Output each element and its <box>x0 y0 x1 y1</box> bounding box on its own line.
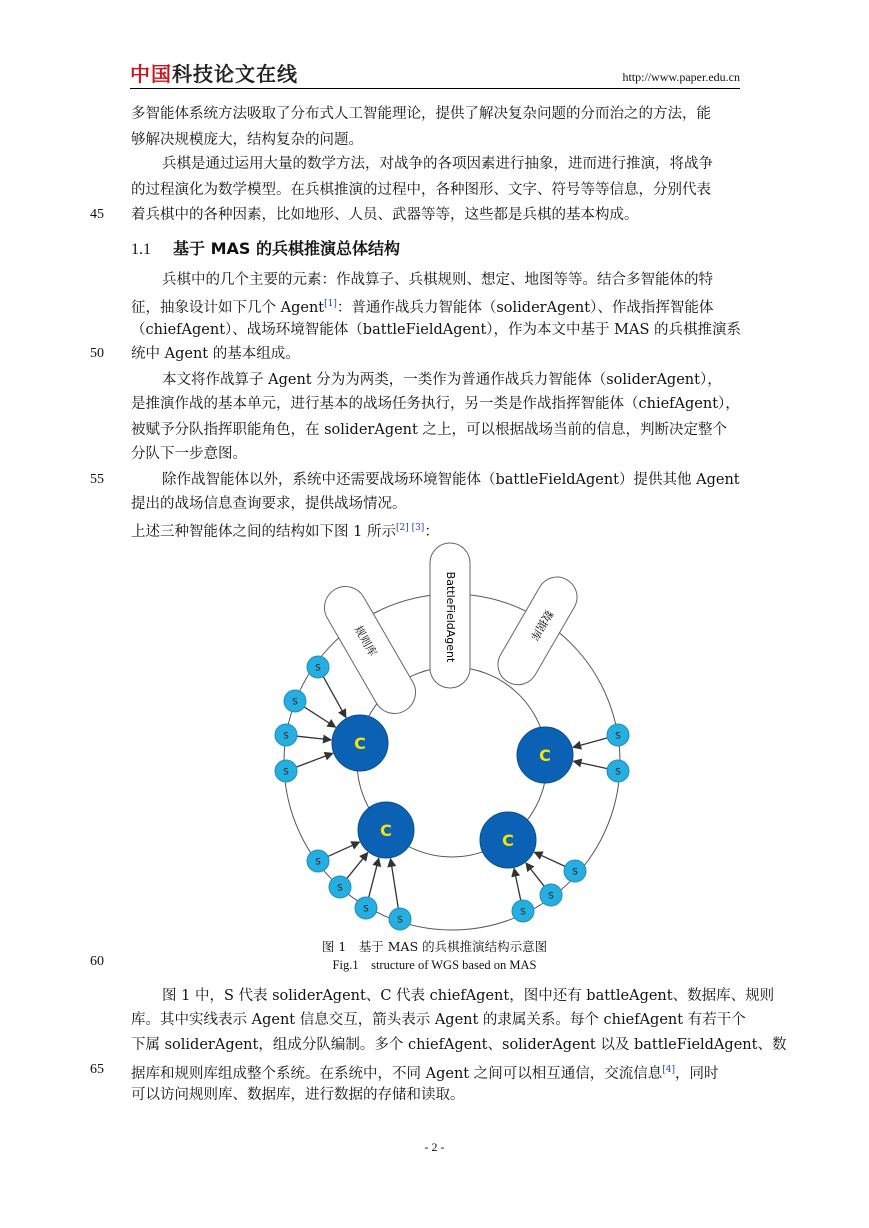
membership-arrow <box>328 842 360 856</box>
text-line: 够解决规模庞大，结构复杂的问题。 <box>131 132 363 148</box>
text-line: 兵棋中的几个主要的元素：作战算子、兵棋规则、想定、地图等等。结合多智能体的特 <box>162 272 713 288</box>
line-number: 50 <box>90 346 104 361</box>
solider-agent-label: S <box>292 697 298 708</box>
solider-agent-label: S <box>315 857 321 868</box>
text-line: 多智能体系统方法吸取了分布式人工智能理论，提供了解决复杂问题的分而治之的方法，能 <box>131 106 711 122</box>
membership-arrow <box>573 761 607 768</box>
solider-agent-node <box>355 897 377 919</box>
line-number: 55 <box>90 472 104 487</box>
solider-agent-node <box>329 876 351 898</box>
chief-agents <box>332 715 573 868</box>
chief-agent-label: C <box>354 734 366 753</box>
solider-agent-node <box>564 860 586 882</box>
line-number: 65 <box>90 1062 104 1077</box>
solider-agent-node <box>389 908 411 930</box>
solider-agent-label: S <box>337 883 343 894</box>
membership-arrow <box>391 859 399 908</box>
solider-agent-label: S <box>283 731 289 742</box>
solider-agent-label: S <box>363 904 369 915</box>
capsule-label: BattleFieldAgent <box>444 571 457 663</box>
chief-agent-node <box>332 715 388 771</box>
text-line: 可以访问规则库、数据库，进行数据的存储和读取。 <box>131 1087 465 1103</box>
text-line: 统中 Agent 的基本组成。 <box>131 346 300 362</box>
text-line: （chiefAgent）、战场环境智能体（battleFieldAgent），作为本文中基于 MAS 的兵棋推演系 <box>131 322 742 338</box>
figure-caption-en: Fig.1 structure of WGS based on MAS <box>332 958 537 972</box>
text-line: 征，抽象设计如下几个 Agent[1]：普通作战兵力智能体（soliderAgent）、作战指挥智能体 <box>131 299 714 316</box>
membership-arrow <box>304 707 335 727</box>
text-line: 除作战智能体以外，系统中还需要战场环境智能体（battleFieldAgent）提供其他 Agent <box>162 472 740 488</box>
chief-agent-label: C <box>539 746 551 765</box>
text-line: 兵棋是通过运用大量的数学方法，对战争的各项因素进行抽象，进而进行推演，将战争 <box>162 156 713 172</box>
solider-agent-node <box>275 760 297 782</box>
header-url[interactable]: http://www.paper.edu.cn <box>622 70 740 84</box>
text-line: 是推演作战的基本单元，进行基本的战场任务执行，另一类是作战指挥智能体（chiefAgent）， <box>131 396 740 412</box>
solider-agent-label: S <box>283 767 289 778</box>
solider-agent-node <box>307 850 329 872</box>
solider-agent-node <box>284 690 306 712</box>
capsule-label: 数据库 <box>527 607 556 643</box>
solider-agent-node <box>607 724 629 746</box>
database-capsule <box>491 570 585 692</box>
solider-agents <box>275 656 629 930</box>
capsule-label: 规则库 <box>351 623 380 659</box>
chief-agent-node <box>358 802 414 858</box>
journal-logo: 中国科技论文在线 <box>130 62 298 86</box>
chief-agent-label: C <box>380 821 392 840</box>
citation-link[interactable]: [4] <box>662 1065 675 1075</box>
text-line: 库。其中实线表示 Agent 信息交互，箭头表示 Agent 的隶属关系。每个 chiefAgent 有若干个 <box>131 1012 746 1028</box>
chief-agent-node <box>517 727 573 783</box>
solider-agent-label: S <box>572 867 578 878</box>
solider-agent-node <box>512 900 534 922</box>
page-number: - 2 - <box>424 1140 445 1154</box>
text-line: 图 1 中，S 代表 soliderAgent、C 代表 chiefAgent，图中还有 battleAgent、数据库、规则 <box>162 988 775 1004</box>
solider-agent-label: S <box>615 731 621 742</box>
line-number: 60 <box>90 954 104 969</box>
section-number: 1.1 <box>131 241 151 258</box>
text-line: 提出的战场信息查询要求，提供战场情况。 <box>131 496 407 512</box>
section-title: 基于 MAS 的兵棋推演总体结构 <box>173 239 400 258</box>
membership-arrow <box>573 738 607 747</box>
solider-agent-label: S <box>315 663 321 674</box>
battlefield-agent-capsule <box>430 543 470 688</box>
membership-arrow <box>347 853 368 879</box>
membership-arrow <box>323 677 346 718</box>
solider-agent-node <box>275 724 297 746</box>
membership-arrow <box>369 858 379 897</box>
membership-arrow <box>534 852 565 866</box>
text-line: 的过程演化为数学模型。在兵棋推演的过程中，各种图形、文字、符号等等信息，分别代表 <box>131 182 711 198</box>
solider-agent-node <box>607 760 629 782</box>
solider-agent-label: S <box>397 915 403 926</box>
chief-agent-node <box>480 812 536 868</box>
line-number: 45 <box>90 207 104 222</box>
text-line: 据库和规则库组成整个系统。在系统中，不同 Agent 之间可以相互通信，交流信息[4]，同时 <box>131 1065 719 1082</box>
text-line: 下属 soliderAgent，组成分队编制。多个 chiefAgent、soliderAgent 以及 battleFieldAgent、数 <box>131 1037 787 1053</box>
membership-arrow <box>297 736 331 740</box>
text-line: 上述三种智能体之间的结构如下图 1 所示[2] [3]： <box>131 523 439 540</box>
text-line: 着兵棋中的各种因素，比如地形、人员、武器等等，这些都是兵棋的基本构成。 <box>131 207 639 223</box>
text-line: 本文将作战算子 Agent 分为为两类，一类作为普通作战兵力智能体（soliderAgent）， <box>162 372 722 388</box>
solider-agent-label: S <box>548 891 554 902</box>
solider-agent-node <box>540 884 562 906</box>
solider-agent-node <box>307 656 329 678</box>
citation-link[interactable]: [1] <box>324 299 337 309</box>
solider-agent-label: S <box>520 907 526 918</box>
membership-arrow <box>514 868 521 900</box>
citation-link[interactable]: [2] [3] <box>395 523 425 533</box>
chief-agent-label: C <box>502 831 514 850</box>
text-line: 被赋予分队指挥职能角色，在 soliderAgent 之上，可以根据战场当前的信息，判断决定整个 <box>131 422 727 438</box>
membership-arrows <box>296 677 607 909</box>
figure-caption-cn: 图 1 基于 MAS 的兵棋推演结构示意图 <box>321 939 548 954</box>
text-line: 分队下一步意图。 <box>131 446 247 462</box>
membership-arrow <box>296 753 333 767</box>
solider-agent-label: S <box>615 767 621 778</box>
membership-arrow <box>526 863 544 886</box>
